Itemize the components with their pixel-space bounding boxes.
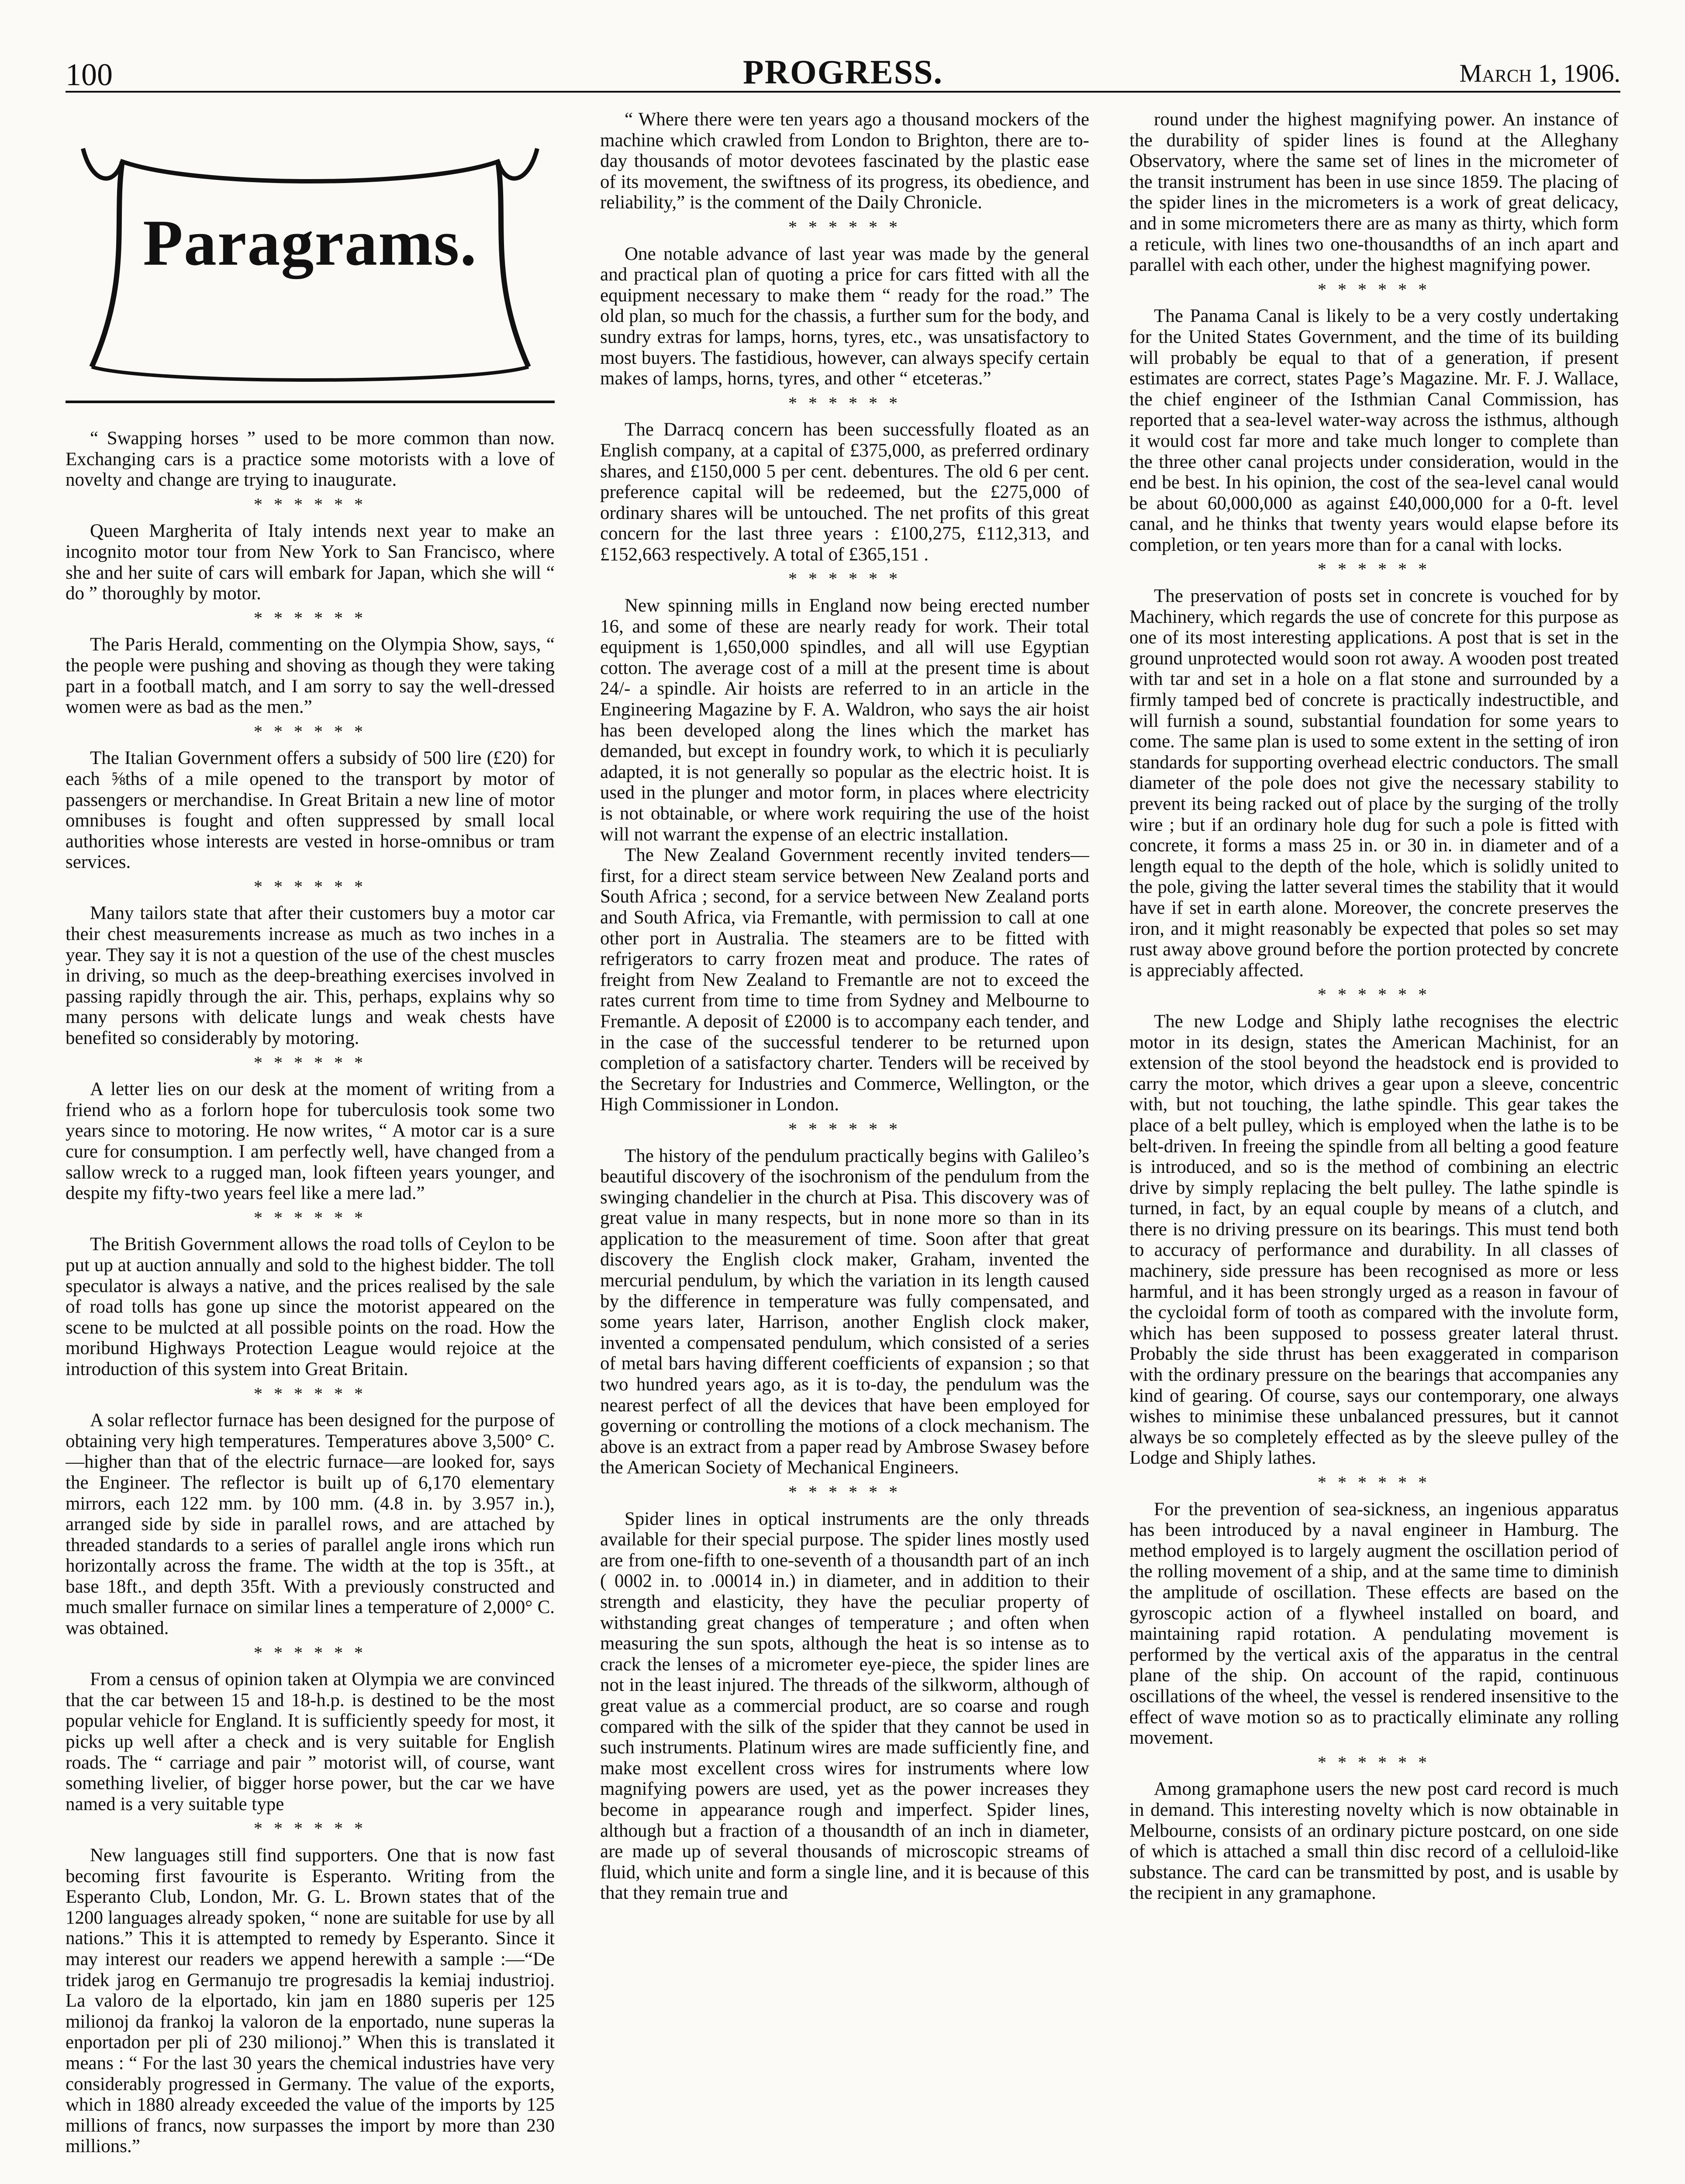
article-paragraph: New spinning mills in England now being erected number 16, and some of these are nearly ready for work. Their total equipment is 1,650,000 spindles, and all will use Egyptian cotton. The average cost of a mill at the present time is about 24/- a spindle. Air hoists are referred to in an article in the Engineering Magazine by F. A. Waldron, who says the air hoist has been developed along the lines which the market has demanded, but except in foundry work, to which it is peculiarly adapted, it is not generally so popular as the electric hoist. It is used in the plunger and motor form, in places where electricity is not obtainable, or where work requiring the use of the hoist will not warrant the expense of an electric installation.	[600, 595, 1089, 845]
article-paragraph: A letter lies on our desk at the moment of writing from a friend who as a forlorn hope for tuberculosis took some two years since to motoring. He now writes, “ A motor car is a sure cure for consumption. I am perfectly well, have changed from a sallow wreck to a rugged man, look fifteen years younger, and despite my fifty-two years feel like a mere lad.”	[66, 1079, 555, 1204]
article-paragraph: For the prevention of sea-sickness, an ingenious apparatus has been introduced by a naval engineer in Hamburg. The method employed is to largely augment the oscillation period of the rolling movement of a ship, and at the same time to diminish the amplitude of oscillation. These effects are based on the gyroscopic action of a flywheel installed on board, and maintaining rapid rotation. A pendulating movement is performed by the vertical axis of the apparatus in the central plane of the ship. On account of the rapid, continuous oscillations of the wheel, the vessel is rendered insensitive to the effect of wave motion so as to practically eliminate any rolling movement.	[1129, 1499, 1619, 1749]
article-paragraph: The preservation of posts set in concrete is vouched for by Machinery, which regards the use of concrete for this purpose as one of its most interesting applications. A post that is set in the ground unprotected would soon rot away. A wooden post treated with tar and set in a hole on a flat stone and surrounded by a firmly tamped bed of concrete is practically indestructible, and will furnish a sound, substantial foundation for some years to come. The same plan is used to some extent in the setting of iron standards for supporting overhead electric conductors. The small diameter of the pole does not give the necessary stability to prevent its being racked out of place by the surging of the trolly wire ; but if an ordinary hole dug for such a pole is fitted with concrete, it forms a mass 25 in. or 30 in. in diameter and of a length equal to the depth of the hole, which is solidly united to the pole, giving the latter several times the stability that it would have if set in earth alone. Moreover, the concrete preserves the iron, and it might reasonably be expected that poles so set may rust away above ground before the portion protected by concrete is appreciably affected.	[1129, 586, 1619, 981]
page-header	[66, 52, 1620, 100]
section-separator: * * * * * *	[788, 393, 901, 413]
article-paragraph: “ Where there were ten years ago a thousand mockers of the machine which crawled from London to Brighton, there are to-day thousands of motor devotees fascinated by the plastic ease of its movement, the swiftness of its progress, its obedience, and reliability,” is the comment of the Daily Chronicle.	[600, 109, 1089, 213]
article-paragraph: The British Government allows the road tolls of Ceylon to be put up at auction annually and sold to the highest bidder. The toll speculator is always a native, and the prices realised by the sale of road tolls has gone up since the motorist appeared on the scene to be mulcted at all possible points on the road. How the moribund Highways Protection League would rejoice at the introduction of this system into Great Britain.	[66, 1234, 555, 1379]
article-paragraph: The New Zealand Government recently invited tenders—first, for a direct steam service between New Zealand ports and South Africa ; second, for a service between New Zealand ports and South Africa, via Fremantle, with permission to call at one other port in Australia. The steamers are to be fitted with refrigerators to carry frozen meat and produce. The rates of freight from New Zealand to Fremantle are not to exceed the rates current from time to time from Sydney and Melbourne to Fremantle. A deposit of £2000 is to accompany each tender, and in the case of the successful tenderer to be returned upon completion of a satisfactory charter. Tenders will be received by the Secretary for Industries and Commerce, Wellington, or the High Commissioner in London.	[600, 845, 1089, 1115]
header-rule	[66, 91, 1620, 93]
article-paragraph: The Panama Canal is likely to be a very costly undertaking for the United States Government, and the time of its building will probably be equal to that of a generation, if present estimates are correct, states Page’s Magazine. Mr. F. J. Wallace, the chief engineer of the Isthmian Canal Commission, has reported that a sea-level water-way across the isthmus, although it would cost far more and take much longer to complete than the three other canal projects under consideration, would in the end be best. In his opinion, the cost of the sea-level canal would be about 60,000,000 as against £40,000,000 for a 0-ft. level canal, and he thinks that twenty years would elapse before its completion, or ten years more than for a canal with locks.	[1129, 306, 1619, 555]
article-paragraph: The Paris Herald, commenting on the Olympia Show, says, “ the people were pushing and shoving as though they were taking part in a football match, and I am sorry to say the well-dressed women were as bad as the men.”	[66, 634, 555, 718]
section-separator: * * * * * *	[788, 1482, 901, 1502]
section-separator: * * * * * *	[788, 1119, 901, 1139]
article-paragraph: The history of the pendulum practically begins with Galileo’s beautiful discovery of the isochronism of the pendulum from the swinging chandelier in the church at Pisa. This discovery was of great value in many respects, but in none more so than in its application to the measurement of time. Soon after that great discovery the English clock maker, Graham, invented the mercurial pendulum, by which the variation in its length caused by the difference in temperature was fully compensated, and some years later, Harrison, another English clock maker, invented a compensated pendulum, which consisted of a series of metal bars having different coefficients of expansion ; so that two hundred years ago, as it is to-day, the pendulum was the nearest perfect of all the devices that have been employed for governing or controlling the motions of a clock mechanism. The above is an extract from a paper read by Ambrose Swasey before the American Society of Mechanical Engineers.	[600, 1145, 1089, 1478]
article-paragraph: New languages still find supporters. One that is now fast becoming first favourite is Esperanto. Writing from the Esperanto Club, London, Mr. G. L. Brown states that of the 1200 languages already spoken, “ none are suitable for use by all nations.” This it is attempted to remedy by Esperanto. Since it may interest our readers we append herewith a sample :—“De tridek jarog en Germanujo tre progresadis la kemiaj industrioj. La valoro de la elportado, kin jam en 1880 superis per 125 milionoj da frankoj la valoron de la enportado, nune superas la enportadon per pli of 230 milionoj.” When this is translated it means : “ For the last 30 years the chemical industries have very considerably progressed in Germany. The value of the exports, which in 1880 already exceeded the value of the imports by 125 millions of francs, now surpasses the import by more than 230 millions.”	[66, 1845, 555, 2157]
article-paragraph: One notable advance of last year was made by the general and practical plan of quoting a price for cars fitted with all the equipment necessary to make them “ ready for the road.” The old plan, so much for the chassis, a further sum for the body, and sundry extras for lamps, horns, tyres, etc., was unsatisfactory to most buyers. The fastidious, however, can always specify certain makes of lamps, horns, tyres, and other “ etceteras.”	[600, 243, 1089, 389]
column-3	[1129, 109, 1619, 2184]
article-paragraph: The new Lodge and Shiply lathe recognises the electric motor in its design, states the American Machinist, for an extension of the stool beyond the headstock end is provided to carry the motor, which drives a gear upon a sleeve, concentric with, but not touching, the lathe spindle. This gear takes the place of a belt pulley, which is employed when the lathe is to be belt-driven. In freeing the spindle from all belting a good feature is introduced, and so is the method of combining an electric drive by simply replacing the belt pulley. The lathe spindle is turned, in fact, by an equal couple by means of a clutch, and there is no driving pressure on its bearings. This must tend both to accuracy of performance and durability. In all classes of machinery, side pressure has been recognised as more or less harmful, and it has been strongly urged as a reason in favour of the cycloidal form of tooth as compared with the involute form, which has been supposed to possess greater lateral thrust. Probably the side thrust has been exaggerated in comparison with the ordinary pressure on the bearings that accompanies any kind of gearing. Of course, says our contemporary, one always wishes to minimise these unbalanced pressures, but it cannot always be so completely effected as by the sleeve pulley of the Lodge and Shiply lathes.	[1129, 1011, 1619, 1469]
section-separator: * * * * * *	[254, 1052, 366, 1072]
article-paragraph: The Darracq concern has been successfully floated as an English company, at a capital of £375,000, as preferred ordinary shares, and £150,000 5 per cent. debentures. The old 6 per cent. preference capital will be redeemed, but the £275,000 of ordinary shares will be untouched. The net profits of this great concern for the last three years : £100,275, £112,313, and £152,663 respectively. A total of £365,151 .	[600, 419, 1089, 565]
article-paragraph: Among gramaphone users the new post card record is much in demand. This interesting novelty which is now obtainable in Melbourne, consists of an ordinary picture postcard, on one side of which is attached a small thin disc record of a celluloid-like substance. The card can be transmitted by post, and is usable by the recipient in any gramaphone.	[1129, 1779, 1619, 1904]
article-paragraph: round under the highest magnifying power. An instance of the durability of spider lines is found at the Alleghany Observatory, where the same set of lines in the micrometer of the transit instrument has been in use since 1859. The placing of the spider lines in the micrometers is a work of great delicacy, and in some micrometers there are as many as thirty, which form a reticule, with lines two one-thousandths of an inch apart and parallel with each other, under the highest magnifying power.	[1129, 109, 1619, 276]
section-separator: * * * * * *	[254, 1207, 366, 1227]
section-banner	[66, 131, 555, 411]
section-separator: * * * * * *	[254, 1642, 366, 1662]
section-separator: * * * * * *	[788, 569, 901, 589]
issue-date: March 1, 1906.	[1459, 59, 1620, 87]
section-separator: * * * * * *	[1318, 1752, 1430, 1772]
section-separator: * * * * * *	[254, 1818, 366, 1838]
section-separator: * * * * * *	[254, 876, 366, 896]
section-separator: * * * * * *	[254, 1383, 366, 1403]
column-2	[600, 109, 1089, 2184]
column-1	[66, 428, 555, 2184]
section-separator: * * * * * *	[1318, 1472, 1430, 1492]
section-separator: * * * * * *	[254, 494, 366, 514]
article-paragraph: Many tailors state that after their customers buy a motor car their chest measurements increase as much as two inches in a year. They say it is not a question of the use of the chest muscles in driving, so much as the deep-breathing exercises involved in passing rapidly through the air. This, perhaps, explains why so many persons with delicate lungs and weak chests have benefited so considerably by motoring.	[66, 903, 555, 1049]
section-separator: * * * * * *	[1318, 559, 1430, 579]
banner-title: Paragrams.	[143, 207, 477, 279]
page-number: 100	[66, 57, 113, 92]
article-paragraph: Queen Margherita of Italy intends next year to make an incognito motor tour from New York to San Francisco, where she and her suite of cars will embark for Japan, which she will “ do ” thoroughly by motor.	[66, 521, 555, 604]
article-paragraph: A solar reflector furnace has been designed for the purpose of obtaining very high temperatures. Temperatures above 3,500° C.—higher than that of the electric furnace—are looked for, says the Engineer. The reflector is built up of 6,170 elementary mirrors, each 122 mm. by 100 mm. (4.8 in. by 3.957 in.), arranged side by side in parallel rows, and are attached by threaded standards to a series of parallel angle irons which run horizontally across the frame. The width at the top is 35ft., at base 18ft., and depth 35ft. With a previously constructed and much smaller furnace on similar lines a temperature of 2,000° C. was obtained.	[66, 1410, 555, 1639]
publication-title: PROGRESS.	[743, 53, 943, 91]
article-paragraph: From a census of opinion taken at Olympia we are convinced that the car between 15 and 18-h.p. is destined to be the most popular vehicle for England. It is sufficiently speedy for most, it picks up well after a check and is very suitable for English roads. The “ carriage and pair ” motorist will, of course, want something livelier, of bigger horse power, but the car we have named is a very suitable type	[66, 1669, 555, 1814]
section-separator: * * * * * *	[254, 608, 366, 628]
article-paragraph: Spider lines in optical instruments are the only threads available for their special purpose. The spider lines mostly used are from one-fifth to one-seventh of a thousandth part of an inch ( 0002 in. to .00014 in.) in diameter, and in addition to their strength and elasticity, they have the peculiar property of withstanding great changes of temperature ; and often when measuring the sun spots, although the heat is so intense as to crack the lenses of a micrometer eye-piece, the spider lines are not in the least injured. The threads of the silkworm, although of great value as a commercial product, are so coarse and rough compared with the silk of the spider that they cannot be used in such instruments. Platinum wires are made sufficiently fine, and make most excellent cross wires for instruments where low magnifying powers are used, yet as the power increases they become in appearance rough and imperfect. Spider lines, although but a fraction of a thousandth of an inch in diameter, are made up of several thousands of microscopic streams of fluid, which unite and form a single line, and it is because of this that they remain true and	[600, 1508, 1089, 1904]
article-paragraph: The Italian Government offers a subsidy of 500 lire (£20) for each ⅝ths of a mile opened to the transport by motor of passengers or merchandise. In Great Britain a new line of motor omnibuses is fought and often suppressed by small local authorities whose interests are vested in horse-omnibus or tram services.	[66, 748, 555, 873]
article-paragraph: “ Swapping horses ” used to be more common than now. Exchanging cars is a practice some motorists with a love of novelty and change are trying to inaugurate.	[66, 428, 555, 491]
section-separator: * * * * * *	[1318, 279, 1430, 299]
section-separator: * * * * * *	[254, 721, 366, 741]
section-separator: * * * * * *	[1318, 985, 1430, 1005]
section-separator: * * * * * *	[788, 217, 901, 237]
